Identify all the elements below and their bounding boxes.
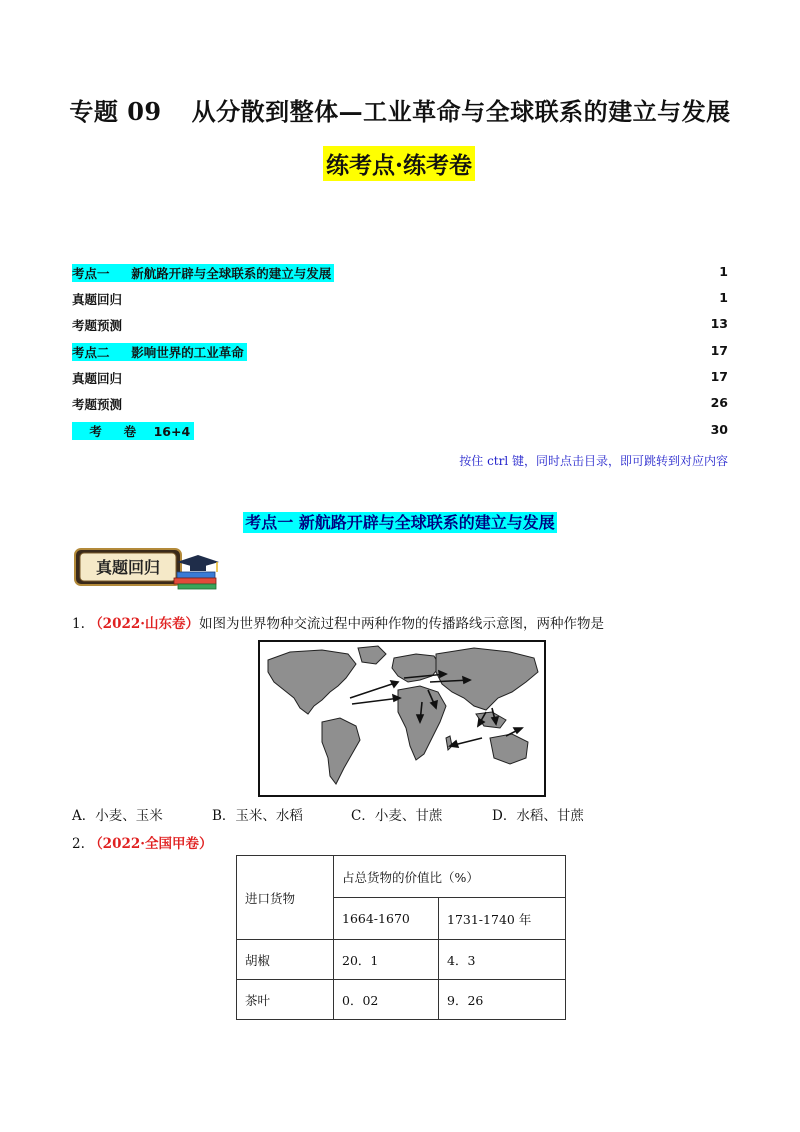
toc-item-page: 30 (710, 422, 728, 437)
section-heading (0, 510, 800, 533)
question-text: 如图为世界物种交流过程中两种作物的传播路线示意图，两种作物是 (198, 616, 604, 632)
option-b[interactable]: B．玉米、水稻 (212, 808, 303, 824)
toc-item-page: 1 (719, 264, 728, 279)
toc-item-label: 考 卷 16+4 (72, 422, 194, 440)
toc-item-label: 真题回归 (72, 292, 123, 307)
toc-item[interactable] (72, 343, 728, 361)
table-header-goods: 进口货物 (237, 856, 334, 940)
question-2 (72, 832, 212, 852)
option-d[interactable]: D．水稻、甘蔗 (492, 808, 584, 824)
toc-item-label: 真题回归 (72, 371, 123, 386)
toc-item-label: 考点二 影响世界的工业革命 (72, 343, 247, 361)
crop-spread-world-map (258, 640, 546, 797)
section-heading-text: 考点一 新航路开辟与全球联系的建立与发展 (245, 513, 555, 532)
toc-item-label: 考点一 新航路开辟与全球联系的建立与发展 (72, 264, 334, 282)
ctrl-click-note: 按住 ctrl 键，同时点击目录，即可跳转到对应内容 (459, 454, 728, 468)
option-a[interactable]: A．小麦、玉米 (72, 808, 163, 824)
question-source: （2022·全国甲卷） (89, 836, 213, 852)
question-number: 2. (72, 836, 85, 852)
toc-item-page: 1 (719, 290, 728, 305)
page-title (0, 92, 800, 127)
question-number: 1. (72, 616, 85, 632)
toc-item-page: 17 (710, 369, 728, 384)
toc-item[interactable] (72, 290, 728, 308)
table-row (237, 980, 566, 1020)
table-cell-item: 茶叶 (237, 980, 334, 1020)
table-cell-item: 胡椒 (237, 940, 334, 980)
toc-item[interactable] (72, 369, 728, 387)
table-cell-value-2: 4．3 (439, 940, 566, 980)
table-header-value-share: 占总货物的价值比（%） (334, 856, 566, 898)
toc-item[interactable] (72, 422, 728, 440)
toc-item-label: 考题预测 (72, 318, 123, 333)
toc-item[interactable] (72, 264, 728, 282)
toc-item-page: 17 (710, 343, 728, 358)
table-cell-value-1: 20．1 (334, 940, 439, 980)
table-header-period-2: 1731-1740 年 (439, 898, 566, 940)
toc-item[interactable] (72, 316, 728, 334)
import-goods-table (236, 855, 566, 1020)
title-text: 从分散到整体—工业革命与全球联系的建立与发展 (191, 97, 731, 126)
table-cell-value-1: 0．02 (334, 980, 439, 1020)
toc-item-page: 26 (710, 395, 728, 410)
toc-item-label: 考题预测 (72, 397, 123, 412)
table-row (237, 940, 566, 980)
table-header-period-1: 1664-1670 (334, 898, 439, 940)
zhenti-huigui-badge (74, 548, 224, 590)
badge-label: 真题回归 (95, 558, 161, 577)
title-number: 专题 09 (69, 97, 162, 126)
toc-item[interactable] (72, 395, 728, 413)
option-c[interactable]: C．小麦、甘蔗 (351, 808, 443, 824)
toc-item-page: 13 (710, 316, 728, 331)
table-cell-value-2: 9．26 (439, 980, 566, 1020)
page-subtitle: 练考点·练考卷 (323, 146, 475, 181)
question-1 (72, 612, 604, 632)
world-map-image (260, 642, 544, 795)
question-source: （2022·山东卷） (89, 616, 199, 632)
